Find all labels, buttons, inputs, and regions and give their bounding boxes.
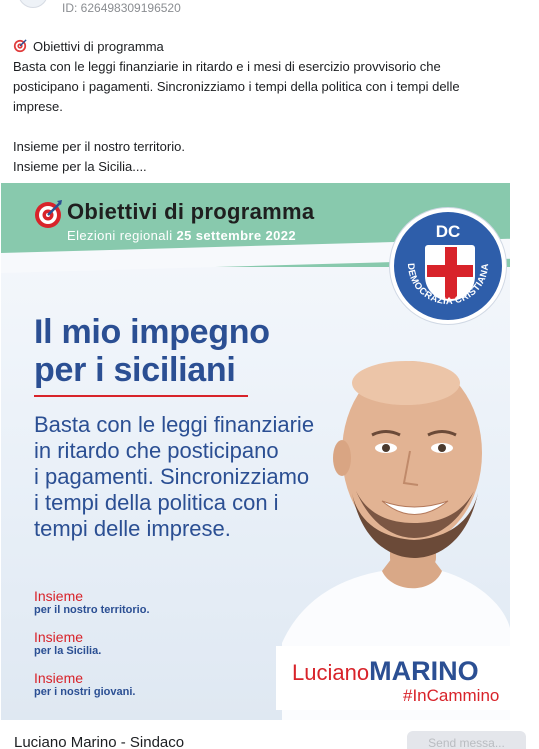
page-avatar[interactable] bbox=[18, 0, 48, 8]
post-line: Insieme per la Sicilia.... bbox=[13, 159, 147, 174]
headline-line: Il mio impegno bbox=[34, 313, 270, 351]
candidate-last-name: MARINO bbox=[369, 656, 479, 686]
body-line: i tempi della politica con i bbox=[34, 490, 279, 515]
candidate-first-name: Luciano bbox=[292, 660, 370, 685]
campaign-hashtag: #InCammino bbox=[403, 686, 500, 705]
ad-footer bbox=[0, 728, 539, 749]
send-message-button[interactable]: Send messa... bbox=[407, 731, 526, 749]
banner-subtitle: Elezioni regionali 25 settembre 2022 bbox=[67, 228, 297, 243]
target-icon bbox=[33, 199, 63, 229]
headline bbox=[34, 313, 270, 389]
post-line: Insieme per il nostro territorio. bbox=[13, 139, 185, 154]
body-line: tempi delle imprese. bbox=[34, 516, 231, 541]
post-line: Basta con le leggi finanziarie in ritardo e i mesi di esercizio provvisorio che bbox=[13, 59, 441, 74]
post-text bbox=[13, 37, 513, 177]
ad-creative-image[interactable] bbox=[1, 183, 510, 720]
insieme-block: Insieme per la Sicilia. bbox=[34, 629, 102, 657]
candidate-name-card bbox=[276, 646, 510, 710]
dc-initials: DC bbox=[435, 222, 461, 241]
insieme-block: Insieme per i nostri giovani. bbox=[34, 670, 136, 698]
headline-line: per i siciliani bbox=[34, 351, 236, 389]
party-name-arc bbox=[394, 212, 502, 320]
banner-title: Obiettivi di programma bbox=[67, 199, 315, 224]
body-line: Basta con le leggi finanziarie bbox=[34, 412, 315, 437]
post-line bbox=[13, 117, 513, 137]
page-name[interactable]: Luciano Marino - Sindaco bbox=[14, 734, 185, 749]
headline-underline bbox=[34, 395, 248, 397]
post-line: posticipano i pagamenti. Sincronizziamo i tempi della politica con i tempi delle bbox=[13, 79, 460, 94]
post-line: imprese. bbox=[13, 99, 63, 114]
target-emoji-icon bbox=[13, 39, 27, 53]
post-line: Obiettivi di programma bbox=[13, 37, 513, 57]
body-line: i pagamenti. Sincronizziamo bbox=[34, 464, 310, 489]
ad-header bbox=[0, 0, 539, 22]
ad-id: ID: 626498309196520 bbox=[62, 1, 181, 15]
insieme-block: Insieme per il nostro territorio. bbox=[34, 588, 150, 616]
svg-text:DEMOCRAZIA CRISTIANA: DEMOCRAZIA CRISTIANA bbox=[404, 262, 492, 308]
body-line: in ritardo che posticipano bbox=[34, 438, 279, 463]
dc-party-logo bbox=[390, 208, 506, 324]
